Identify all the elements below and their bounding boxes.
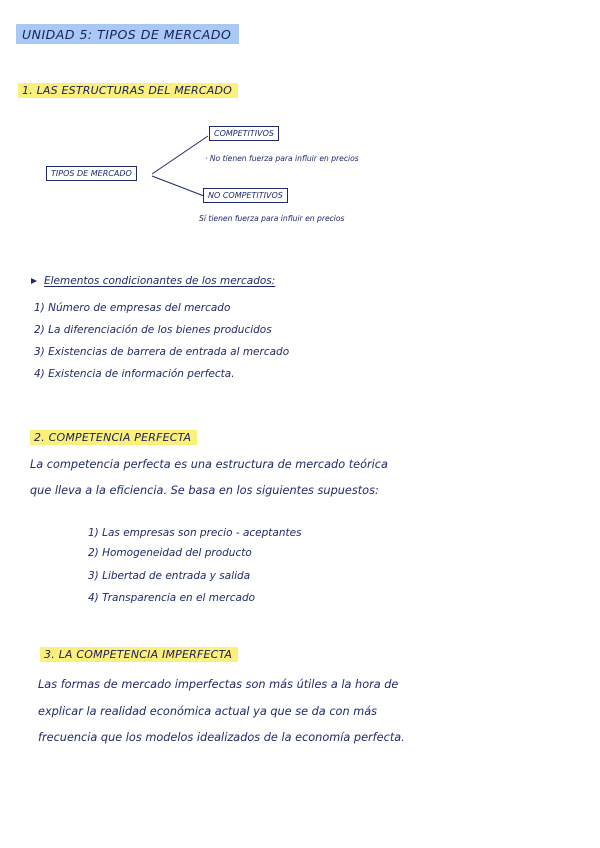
branch-line-competitive [152,136,208,174]
diagram-noncompetitive-box: NO COMPETITIVOS [203,188,288,203]
conditions-item-1: 1) Número de empresas del mercado [34,302,231,314]
assumption-item-2: 2) Homogeneidad del producto [88,547,252,559]
assumption-item-4: 4) Transparencia en el mercado [88,592,256,604]
section-3-paragraph-line-1: Las formas de mercado imperfectas son más útiles a la hora de [38,678,399,691]
page-title: UNIDAD 5: TIPOS DE MERCADO [16,24,239,44]
assumption-item-3: 3) Libertad de entrada y salida [88,570,251,582]
diagram-noncompetitive-note: Sí tienen fuerza para influir en precios [199,214,345,223]
section-2-paragraph-line-1: La competencia perfecta es una estructura de mercado teórica [30,458,388,471]
conditions-item-3: 3) Existencias de barrera de entrada al mercado [34,346,290,358]
section-1-heading: 1. LAS ESTRUCTURAS DEL MERCADO [18,83,238,98]
bullet-icon [31,278,37,284]
diagram-competitive-box: COMPETITIVOS [209,126,279,141]
conditions-item-4: 4) Existencia de información perfecta. [34,368,235,380]
assumption-item-1: 1) Las empresas son precio - aceptantes [88,527,302,539]
section-2-paragraph-line-2: que lleva a la eficiencia. Se basa en los siguientes supuestos: [30,484,379,497]
conditions-item-2: 2) La diferenciación de los bienes producidos [34,324,272,336]
section-3-paragraph-line-2: explicar la realidad económica actual ya que se da con más [38,705,378,718]
section-3-paragraph-line-3: frecuencia que los modelos idealizados de la economía perfecta. [38,731,405,744]
branch-line-noncompetitive [152,176,204,196]
diagram-root-box: TIPOS DE MERCADO [46,166,137,181]
section-3-heading: 3. LA COMPETENCIA IMPERFECTA [40,647,238,662]
conditions-list-title: Elementos condicionantes de los mercados: [44,275,276,287]
section-2-heading: 2. COMPETENCIA PERFECTA [30,430,197,445]
diagram-competitive-note: · No tienen fuerza para influir en precios [205,154,359,163]
